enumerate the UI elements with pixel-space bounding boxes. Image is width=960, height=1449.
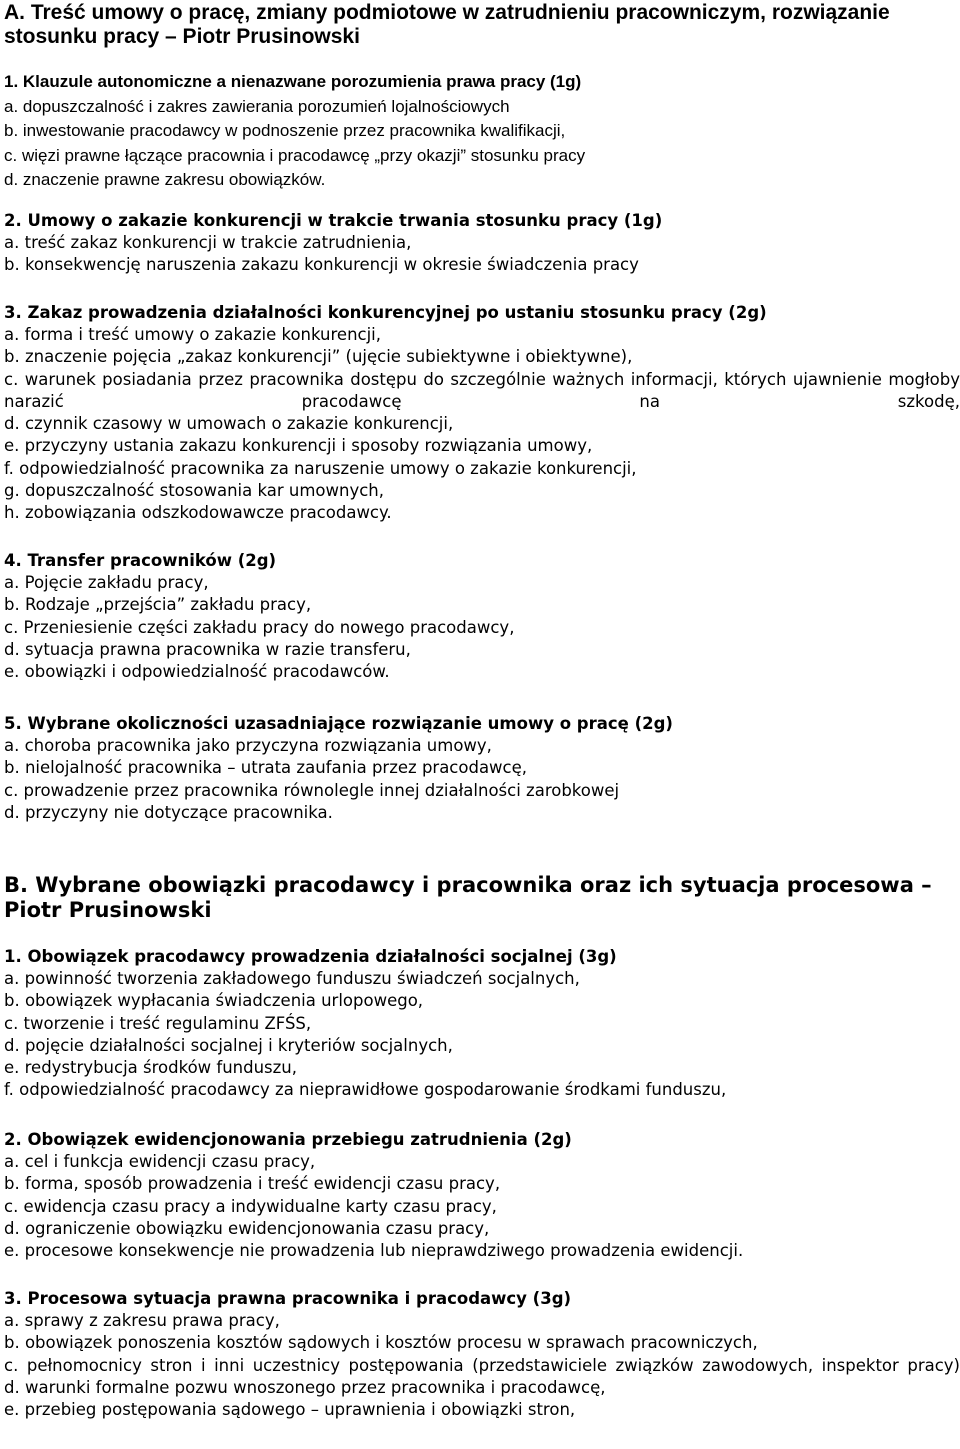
list-item: g. dopuszczalność stosowania kar umownych, bbox=[4, 481, 384, 501]
list-item: e. przebieg postępowania sądowego – uprawnienia i obowiązki stron, bbox=[4, 1400, 576, 1420]
list-item: d. ograniczenie obowiązku ewidencjonowania czasu pracy, bbox=[4, 1218, 490, 1238]
section-title: 2. Obowiązek ewidencjonowania przebiegu zatrudnienia (2g) bbox=[4, 1130, 572, 1149]
list-item: a. forma i treść umowy o zakazie konkurencji, bbox=[4, 325, 382, 344]
part-b-section-3 bbox=[4, 1288, 960, 1421]
list-item: c. więzi prawne łączące pracownia i pracodawcę „przy okazji” stosunku pracy bbox=[4, 145, 586, 165]
section-title: 2. Umowy o zakazie konkurencji w trakcie trwania stosunku pracy (1g) bbox=[4, 211, 663, 230]
list-item: c. pełnomocnicy stron i inni uczestnicy postępowania (przedstawiciele związków zawodowych, inspektor pracy) bbox=[4, 1355, 960, 1375]
list-item: b. obowiązek wypłacania świadczenia urlopowego, bbox=[4, 991, 424, 1011]
part-b-section-2 bbox=[4, 1129, 960, 1262]
list-item: a. Pojęcie zakładu pracy, bbox=[4, 573, 209, 592]
list-item: c. ewidencja czasu pracy a indywidualne karty czasu pracy, bbox=[4, 1196, 497, 1216]
part-a bbox=[4, 1, 960, 49]
list-item: d. sytuacja prawna pracownika w razie transferu, bbox=[4, 639, 411, 659]
list-item: e. przyczyny ustania zakazu konkurencji i sposoby rozwiązania umowy, bbox=[4, 436, 593, 456]
list-item: c. warunek posiadania przez pracownika dostępu do szczególnie ważnych informacji, których ujawnienie mogłoby narazić pracodawcę na szkodę, bbox=[4, 369, 960, 411]
list-item: a. choroba pracownika jako przyczyna rozwiązania umowy, bbox=[4, 736, 492, 755]
list-item: d. czynnik czasowy w umowach o zakazie konkurencji, bbox=[4, 414, 454, 434]
section-title: 4. Transfer pracowników (2g) bbox=[4, 551, 277, 570]
part-a-section-3 bbox=[4, 302, 960, 525]
part-a-title: A. Treść umowy o pracę, zmiany podmiotowe w zatrudnieniu pracowniczym, rozwiązanie stosunku pracy – Piotr Prusinowski bbox=[4, 1, 890, 48]
list-item: e. procesowe konsekwencje nie prowadzenia lub nieprawdziwego prowadzenia ewidencji. bbox=[4, 1241, 744, 1261]
list-item: f. odpowiedzialność pracownika za naruszenie umowy o zakazie konkurencji, bbox=[4, 458, 637, 478]
section-title: 1. Klauzule autonomiczne a nienazwane porozumienia prawa pracy (1g) bbox=[4, 72, 582, 91]
section-title: 3. Zakaz prowadzenia działalności konkurencyjnej po ustaniu stosunku pracy (2g) bbox=[4, 303, 767, 322]
list-item: b. obowiązek ponoszenia kosztów sądowych i kosztów procesu w sprawach pracowniczych, bbox=[4, 1333, 758, 1353]
list-item: a. dopuszczalność i zakres zawierania porozumień lojalnościowych bbox=[4, 96, 510, 116]
list-item: e. obowiązki i odpowiedzialność pracodawców. bbox=[4, 662, 390, 682]
part-b bbox=[4, 873, 960, 923]
section-title: 5. Wybrane okoliczności uzasadniające rozwiązanie umowy o pracę (2g) bbox=[4, 714, 673, 733]
list-item: d. przyczyny nie dotyczące pracownika. bbox=[4, 802, 333, 822]
part-b-section-1 bbox=[4, 946, 960, 1102]
list-item: a. treść zakaz konkurencji w trakcie zatrudnienia, bbox=[4, 233, 412, 252]
list-item: c. Przeniesienie części zakładu pracy do nowego pracodawcy, bbox=[4, 617, 515, 637]
list-item: b. inwestowanie pracodawcy w podnoszenie przez pracownika kwalifikacji, bbox=[4, 121, 566, 140]
list-item: c. prowadzenie przez pracownika równolegle innej działalności zarobkowej bbox=[4, 780, 620, 800]
list-item: a. powinność tworzenia zakładowego funduszu świadczeń socjalnych, bbox=[4, 969, 580, 988]
part-b-title: B. Wybrane obowiązki pracodawcy i pracownika oraz ich sytuacja procesowa – Piotr Prusinowski bbox=[4, 873, 932, 922]
list-item: b. konsekwencję naruszenia zakazu konkurencji w okresie świadczenia pracy bbox=[4, 255, 639, 275]
list-item: d. warunki formalne pozwu wnoszonego przez pracownika i pracodawcę, bbox=[4, 1377, 606, 1397]
part-a-section-2 bbox=[4, 210, 960, 277]
list-item: a. sprawy z zakresu prawa pracy, bbox=[4, 1311, 280, 1330]
list-item: e. redystrybucja środków funduszu, bbox=[4, 1058, 298, 1078]
list-item: b. forma, sposób prowadzenia i treść ewidencji czasu pracy, bbox=[4, 1174, 501, 1194]
list-item: a. cel i funkcja ewidencji czasu pracy, bbox=[4, 1152, 316, 1171]
section-title: 1. Obowiązek pracodawcy prowadzenia działalności socjalnej (3g) bbox=[4, 947, 617, 966]
list-item: c. tworzenie i treść regulaminu ZFŚS, bbox=[4, 1013, 312, 1033]
list-item: f. odpowiedzialność pracodawcy za nieprawidłowe gospodarowanie środkami funduszu, bbox=[4, 1080, 727, 1100]
part-a-section-4 bbox=[4, 550, 960, 683]
list-item: b. nielojalność pracownika – utrata zaufania przez pracodawcę, bbox=[4, 758, 528, 778]
list-item: b. Rodzaje „przejścia” zakładu pracy, bbox=[4, 595, 312, 615]
list-item: d. znaczenie prawne zakresu obowiązków. bbox=[4, 170, 326, 189]
section-title: 3. Procesowa sytuacja prawna pracownika i pracodawcy (3g) bbox=[4, 1289, 572, 1308]
part-a-section-5 bbox=[4, 713, 960, 824]
list-item: h. zobowiązania odszkodowawcze pracodawcy. bbox=[4, 503, 392, 523]
list-item: b. znaczenie pojęcia „zakaz konkurencji” (ujęcie subiektywne i obiektywne), bbox=[4, 347, 633, 367]
list-item: d. pojęcie działalności socjalnej i kryteriów socjalnych, bbox=[4, 1035, 453, 1055]
part-a-section-1 bbox=[4, 70, 960, 193]
